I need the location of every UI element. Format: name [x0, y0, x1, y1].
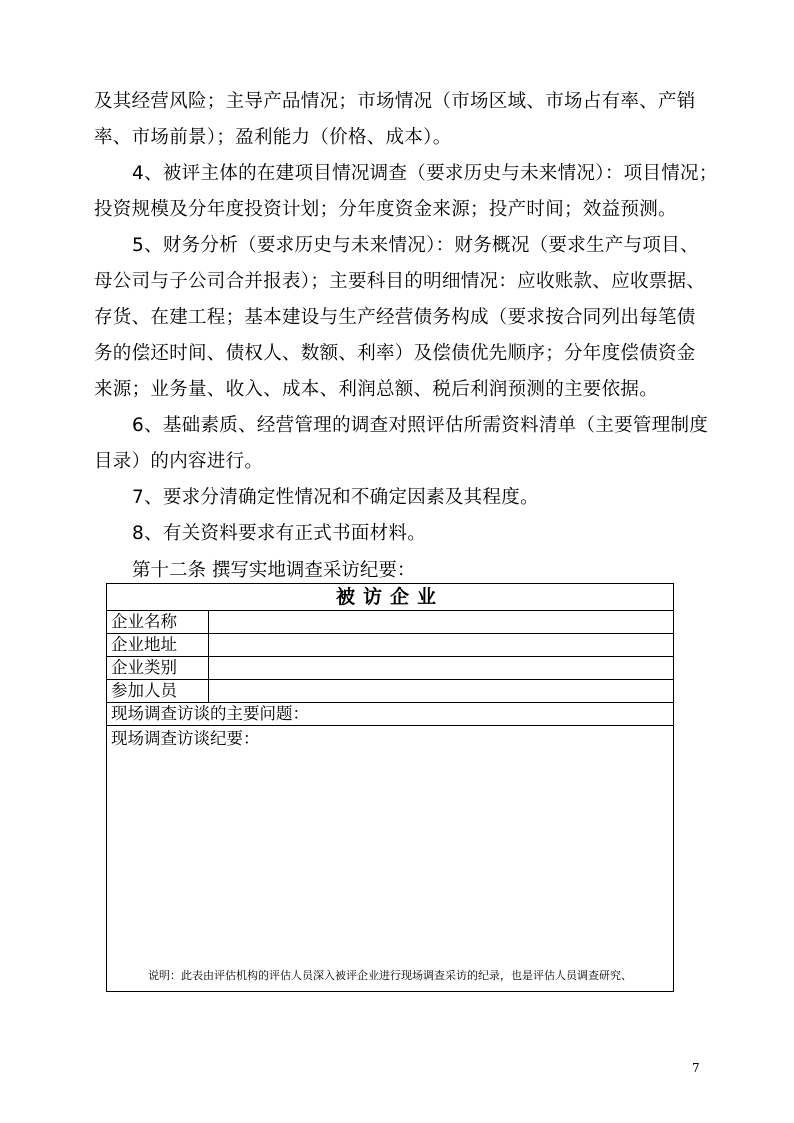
text-line: 母公司与子公司合并报表）；主要科目的明细情况：应收账款、应收票据、 — [94, 271, 706, 292]
interview-notes-label: 现场调查访谈纪要： — [111, 729, 260, 748]
text-line: 5、财务分析（要求历史与未来情况）：财务概况（要求生产与项目、 — [132, 235, 699, 256]
page-number: 7 — [692, 1061, 700, 1075]
interview-form — [106, 583, 674, 992]
text-line: 7、要求分清确定性情况和不确定因素及其程度。 — [132, 487, 539, 508]
text-line: 目录）的内容进行。 — [94, 451, 264, 472]
text-line: 4、被评主体的在建项目情况调查（要求历史与未来情况）：项目情况； — [132, 163, 718, 184]
interview-notes-field[interactable] — [107, 726, 674, 992]
text-line: 务的偿还时间、债权人、数额、利率）及偿债优先顺序；分年度偿债资金 — [94, 343, 696, 364]
body-text — [94, 84, 718, 552]
company-address-field[interactable] — [209, 634, 674, 657]
text-line: 存货、在建工程；基本建设与生产经营债务构成（要求按合同列出每笔债 — [94, 307, 696, 328]
form-footnote: 说明：此表由评估机构的评估人员深入被评企业进行现场调查采访的纪录，也是评估人员调查研究、 — [148, 969, 632, 982]
text-line: 率、市场前景）；盈利能力（价格、成本）。 — [94, 127, 452, 148]
text-line: 投资规模及分年度投资计划；分年度资金来源；投产时间；效益预测。 — [94, 199, 677, 220]
participants-label: 参加人员 — [107, 680, 209, 703]
form-title: 被访企业 — [107, 584, 674, 611]
text-line: 6、基础素质、经营管理的调查对照评估所需资料清单（主要管理制度 — [132, 415, 709, 436]
participants-field[interactable] — [209, 680, 674, 703]
main-issues-label: 现场调查访谈的主要问题： — [111, 704, 309, 723]
company-name-field[interactable] — [209, 611, 674, 634]
text-line: 及其经营风险；主导产品情况；市场情况（市场区域、市场占有率、产销 — [94, 91, 696, 112]
text-line: 来源；业务量、收入、成本、利润总额、税后利润预测的主要依据。 — [94, 379, 659, 400]
company-name-label: 企业名称 — [107, 611, 209, 634]
company-category-label: 企业类别 — [107, 657, 209, 680]
company-address-label: 企业地址 — [107, 634, 209, 657]
main-issues-field[interactable] — [107, 703, 674, 726]
section-heading: 第十二条 撰写实地调查采访纪要： — [132, 560, 416, 581]
text-line: 8、有关资料要求有正式书面材料。 — [132, 523, 427, 544]
company-category-field[interactable] — [209, 657, 674, 680]
